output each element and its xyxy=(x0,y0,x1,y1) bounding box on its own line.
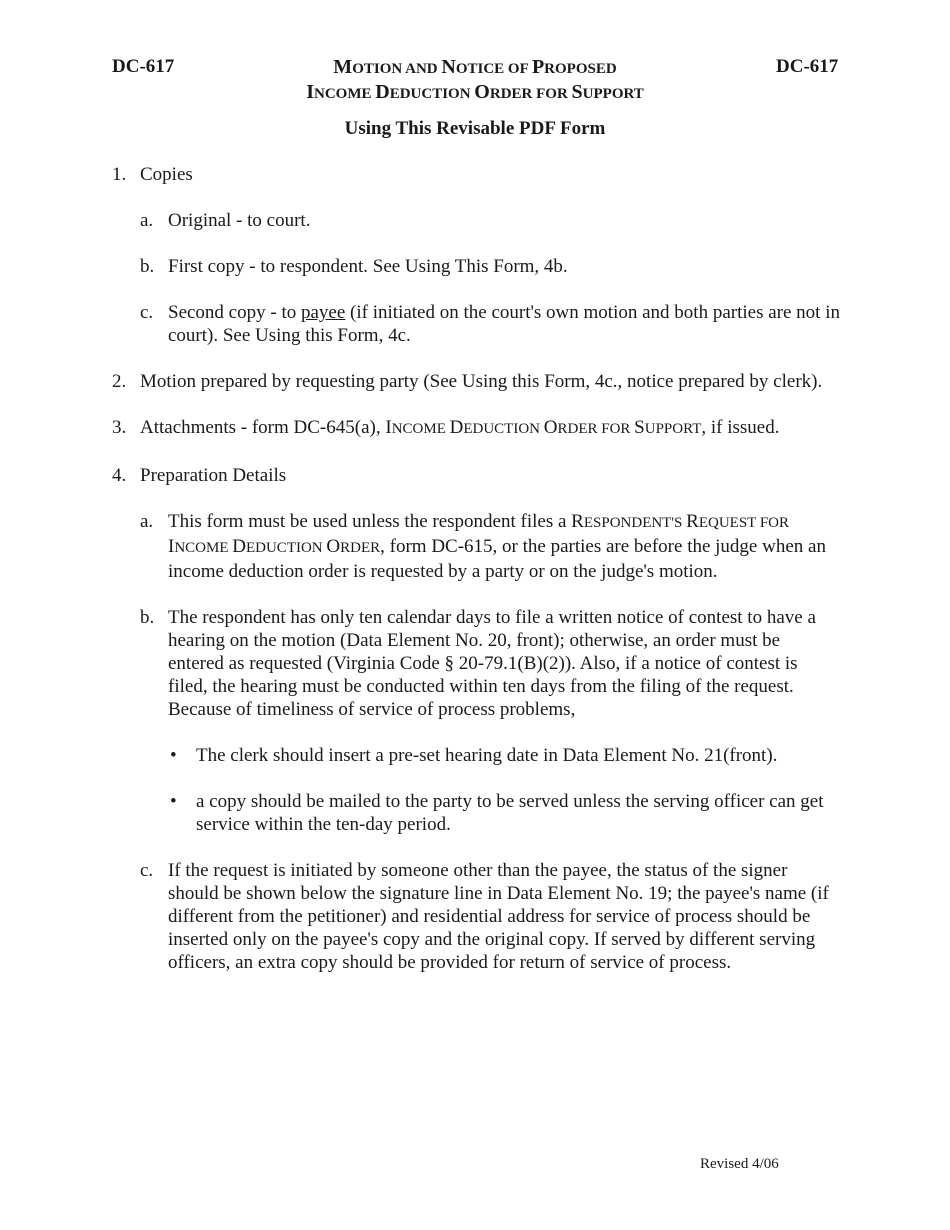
smallcaps-segment: D xyxy=(232,536,246,557)
smallcaps-segment: NCOME xyxy=(174,540,233,556)
smallcaps-segment: RDER FOR xyxy=(557,421,635,437)
item-letter: b. xyxy=(140,607,155,628)
item-text-pre: Second copy - to xyxy=(168,302,301,323)
smallcaps-segment: O xyxy=(543,417,558,438)
item-text-pre: This form must be used unless the respondent files a xyxy=(168,511,572,532)
smallcaps-segment: RDER xyxy=(340,540,381,556)
item-text-post: , form DC-615, or the parties are before the judge when an income deduction order is requested by a party or on the judge's motion. xyxy=(168,536,826,582)
item-text: Original - to court. xyxy=(168,210,311,231)
smallcaps-segment: EQUEST FOR xyxy=(698,515,789,531)
smallcaps-segment: N xyxy=(441,56,456,78)
item-1b xyxy=(112,255,840,278)
item-letter: c. xyxy=(140,302,154,323)
revision-date: Revised 4/06 xyxy=(700,1156,779,1172)
smallcaps-segment: S xyxy=(571,81,583,103)
smallcaps-segment: R xyxy=(571,511,584,532)
bullet-icon: • xyxy=(170,745,177,766)
item-number: 3. xyxy=(112,417,127,438)
title-line-1 xyxy=(0,56,950,81)
smallcaps-segment: O xyxy=(474,81,490,103)
item-number: 2. xyxy=(112,371,127,392)
item-text: First copy - to respondent. See Using This Form, 4b. xyxy=(168,256,568,277)
smallcaps-segment: EDUCTION xyxy=(389,86,475,102)
item-3 xyxy=(112,416,840,441)
smallcaps-segment: NCOME xyxy=(313,86,376,102)
smallcaps-segment: R xyxy=(686,511,699,532)
item-letter: a. xyxy=(140,511,154,532)
document-title xyxy=(0,56,950,106)
smallcaps-segment: UPPORT xyxy=(582,86,644,102)
item-1c xyxy=(112,301,840,347)
item-number: 1. xyxy=(112,164,127,185)
smallcaps-segment: OTICE OF xyxy=(455,61,532,77)
smallcaps-segment: ROPOSED xyxy=(544,61,617,77)
instructions-body xyxy=(112,163,840,974)
item-1a xyxy=(112,209,840,232)
item-number: 4. xyxy=(112,465,127,486)
item-letter: b. xyxy=(140,256,155,277)
payee-underlined-term: payee xyxy=(300,302,346,323)
smallcaps-segment: P xyxy=(531,56,545,78)
smallcaps-segment: D xyxy=(449,417,464,438)
document-subtitle: Using This Revisable PDF Form xyxy=(344,118,606,139)
title-line-2 xyxy=(0,81,950,106)
smallcaps-segment: RDER FOR xyxy=(489,86,572,102)
item-text: The respondent has only ten calendar days to file a written notice of contest to have a hearing on the motion (Data Element No. 20, front); otherwise, an order must be entered as requested (Virginia Code § 20-79.1(B)(2)). Also, if a notice of contest is filed, the hearing must be conducted within ten days from the filing of the request. Because of timeliness of service of process problems, xyxy=(168,607,816,720)
form-id-right: DC-617 xyxy=(776,56,839,77)
smallcaps-segment: D xyxy=(375,81,390,103)
smallcaps-segment: I xyxy=(168,536,175,557)
bullet-text: a copy should be mailed to the party to be served unless the serving officer can get service within the ten-day period. xyxy=(196,791,824,835)
smallcaps-segment: O xyxy=(326,536,341,557)
smallcaps-segment: NCOME xyxy=(391,421,450,437)
form-title-smallcaps xyxy=(385,417,701,438)
bullet-item-1 xyxy=(112,744,840,767)
item-4 xyxy=(112,464,840,487)
bullet-item-2 xyxy=(112,790,840,836)
item-letter: a. xyxy=(140,210,154,231)
item-text: If the request is initiated by someone other than the payee, the status of the signer should be shown below the signature line in Data Element No. 19; the payee's name (if different from the petitioner) and residential address for service of process should be inserted only on the payee's copy and the original copy. If served by different serving officers, an extra copy should be provided for return of service of process. xyxy=(168,860,829,973)
item-4c xyxy=(112,859,840,974)
bullet-icon: • xyxy=(170,791,177,812)
item-4a xyxy=(112,510,840,583)
item-2 xyxy=(112,370,840,393)
item-text-post: , if issued. xyxy=(701,417,780,438)
smallcaps-segment: ESPONDENT'S xyxy=(583,515,687,531)
smallcaps-segment: I xyxy=(385,417,392,438)
smallcaps-segment: OTION AND xyxy=(352,61,442,77)
item-text: Motion prepared by requesting party (See Using this Form, 4c., notice prepared by clerk). xyxy=(140,371,823,392)
item-letter: c. xyxy=(140,860,154,881)
smallcaps-segment: S xyxy=(634,417,645,438)
smallcaps-segment: EDUCTION xyxy=(463,421,544,437)
item-text-pre: Attachments - form DC-645(a), xyxy=(140,417,386,438)
smallcaps-segment: I xyxy=(306,81,314,103)
smallcaps-segment: EDUCTION xyxy=(245,540,327,556)
item-4b xyxy=(112,606,840,721)
item-text: Preparation Details xyxy=(140,465,287,486)
item-text: Copies xyxy=(140,164,193,185)
smallcaps-segment: M xyxy=(333,56,353,78)
smallcaps-segment: UPPORT xyxy=(644,421,702,437)
form-id-left: DC-617 xyxy=(112,56,175,77)
item-text-post: (if initiated on the court's own motion and both parties are not in court). See Using this Form, 4c. xyxy=(168,302,840,346)
item-1 xyxy=(112,163,840,186)
bullet-text: The clerk should insert a pre-set hearing date in Data Element No. 21(front). xyxy=(196,745,778,766)
